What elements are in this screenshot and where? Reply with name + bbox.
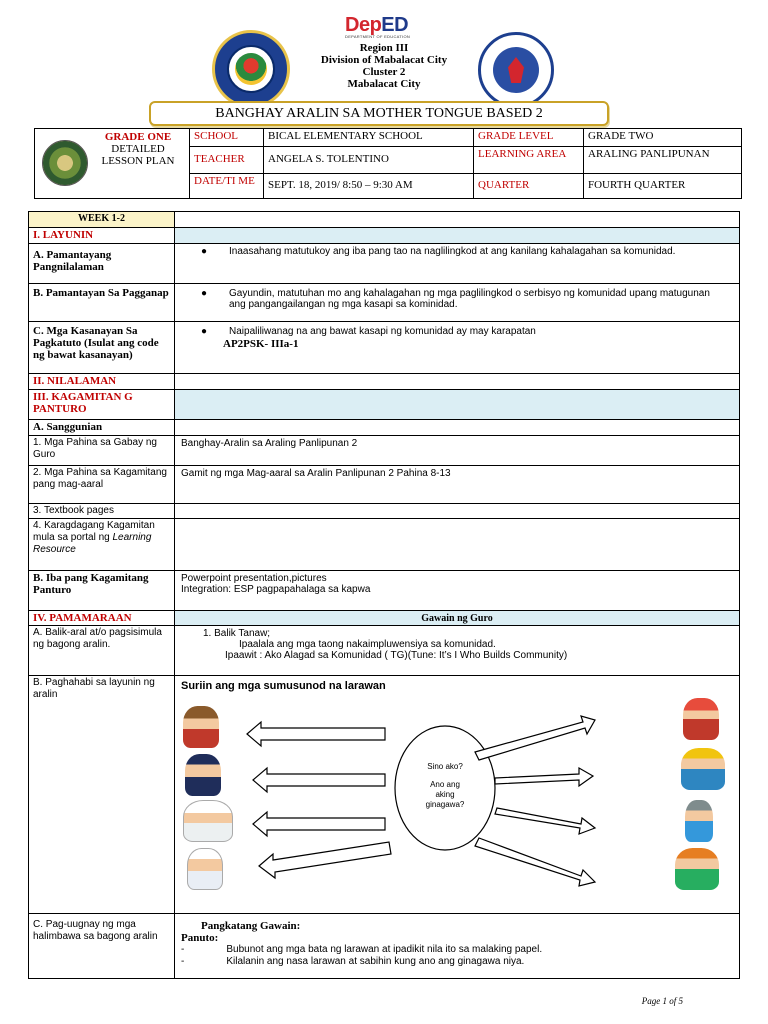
arrow-right-2	[495, 768, 593, 786]
textbook-row: 3. Textbook pages	[28, 504, 740, 519]
division: Division of Mabalacat City	[320, 54, 448, 66]
arrow-right-1	[475, 716, 595, 760]
carpenter-image	[685, 800, 713, 842]
school-value: BICAL ELEMENTARY SCHOOL	[264, 129, 474, 147]
grade-level-label: GRADE LEVEL	[474, 129, 584, 147]
info-table	[34, 128, 742, 199]
arrow-left-3	[253, 812, 385, 836]
kagamitan-row: III. KAGAMITAN G PANTURO	[28, 390, 740, 420]
karagdagang-kagamitan-row: 4. Karagdagang Kagamitan mula sa portal ng Learning Resource	[28, 519, 740, 571]
gawain-ng-guro: Gawain ng Guro	[175, 611, 739, 625]
balik-aral-row: A. Balik-aral at/o pagsisimula ng bagong aralin. 1. Balik Tanaw; Ipaalala ang mga taong nakaimpluwensiya sa komunidad. Ipaawit : Ako Alagad sa Komunidad ( TG)(Tune: It’s I Who Builds Community)	[28, 626, 740, 676]
teacher-value: ANGELA S. TOLENTINO	[264, 147, 474, 174]
lesson-plan-table	[28, 211, 740, 991]
city: Mabalacat City	[347, 78, 421, 90]
pamantayan-sa-pagganap-row: B. Pamantayan Sa Pagganap ● Gayundin, matutuhan mo ang kahalagahan ng mga paglilingkod o serbisyo ng komunidad upang matugunan ang pangangailangan ng mga kasapi sa kominidad.	[28, 284, 740, 322]
quarter-value: FOURTH QUARTER	[588, 179, 686, 191]
arrow-right-3	[495, 808, 595, 834]
picture-instruction: Suriin ang mga sumusunod na larawan	[181, 680, 386, 692]
doctor-image	[183, 800, 233, 842]
nurse-image	[187, 848, 223, 890]
pamamaraan-row: IV. PAMAMARAAN Gawain ng Guro	[28, 611, 740, 626]
nilalaman-row: II. NILALAMAN	[28, 374, 740, 390]
document-header	[0, 0, 768, 100]
competency-code: AP2PSK- IIIa-1	[223, 338, 299, 350]
mga-kasanayan-row: C. Mga Kasanayan Sa Pagkatuto (Isulat ang code ng bawat kasanayan) ● Naipaliliwanag na ang bawat kasapi ng komunidad ay may karapatan AP2PSK- IIIa-1	[28, 322, 740, 374]
iba-pang-kagamitan-row: B. Iba pang Kagamitang Panturo Powerpoint presentation,pictures Integration: ESP pagpapahalaga sa kapwa	[28, 571, 740, 611]
arrow-left-4	[259, 842, 391, 878]
page-number: Page 1 of 5	[641, 996, 683, 1006]
date-value: SEPT. 18, 2019/ 8:50 – 9:30 AM	[264, 174, 474, 198]
kagamitang-mag-aaral-row: 2. Mga Pahina sa Kagamitang pang mag-aaral Gamit ng mga Mag-aaral sa Aralin Panlipunan 2 Pahina 8-13	[28, 466, 740, 504]
deped-logo: DepED DEPARTMENT OF EDUCATION	[345, 14, 411, 39]
construction-worker-image	[681, 748, 725, 790]
teacher-label: TEACHER	[190, 147, 264, 174]
pag-uugnay-row: C. Pag-uugnay ng mga halimbawa sa bagong aralin Pangkatang Gawain: Panuto: - Bubunot ang mga bata ng larawan at ipadikit nila ito sa malaking papel. - Kilalanin ang nasa larawan at sabihin kung ano ang ginagawa niya.	[28, 914, 740, 979]
quarter-label: QUARTER	[474, 174, 584, 198]
school-seal-icon	[42, 140, 88, 186]
date-label: DATE/TI ME	[190, 174, 264, 198]
arrow-left-2	[253, 768, 385, 792]
layunin-row: I. LAYUNIN	[28, 228, 740, 244]
police-image	[185, 754, 221, 796]
arrow-left-1	[247, 722, 385, 746]
arrow-right-4	[475, 838, 595, 886]
teacher-image	[183, 706, 219, 748]
center-question: Sino ako? Ano ang aking ginagawa?	[425, 762, 465, 809]
header-lines	[0, 42, 768, 90]
firefighter-image	[683, 698, 719, 740]
learning-area-value: ARALING PANLIPUNAN	[584, 147, 741, 174]
learning-area-label: LEARNING AREA	[474, 147, 584, 174]
document-title: BANGHAY ARALIN SA MOTHER TONGUE BASED 2	[149, 101, 609, 126]
gabay-guro-row: 1. Mga Pahina sa Gabay ng Guro Banghay-Aralin sa Araling Panlipunan 2	[28, 436, 740, 466]
week-row: WEEK 1-2	[28, 211, 740, 228]
school-label: SCHOOL	[190, 129, 264, 147]
sanggunian-row: A. Sanggunian	[28, 420, 740, 436]
picture-activity	[175, 676, 739, 913]
cluster: Cluster 2	[362, 66, 406, 78]
pamantayang-pangnilalaman-row: A. Pamantayang Pangnilalaman ● Inaasahang matutukoy ang iba pang tao na naglilingkod at ang kanilang kahalagahan sa komunidad.	[28, 244, 740, 284]
paghahabi-row: B. Paghahabi sa layunin ng aralin Suriin ang mga sumusunod na larawan Sino ako? Ano ang aking ginagawa?	[28, 676, 740, 914]
garbage-collector-image	[675, 848, 719, 890]
school-logo-cell: GRADE ONE DETAILED LESSON PLAN	[35, 129, 190, 198]
grade-level-value: GRADE TWO	[584, 129, 741, 147]
region: Region III	[359, 42, 409, 54]
